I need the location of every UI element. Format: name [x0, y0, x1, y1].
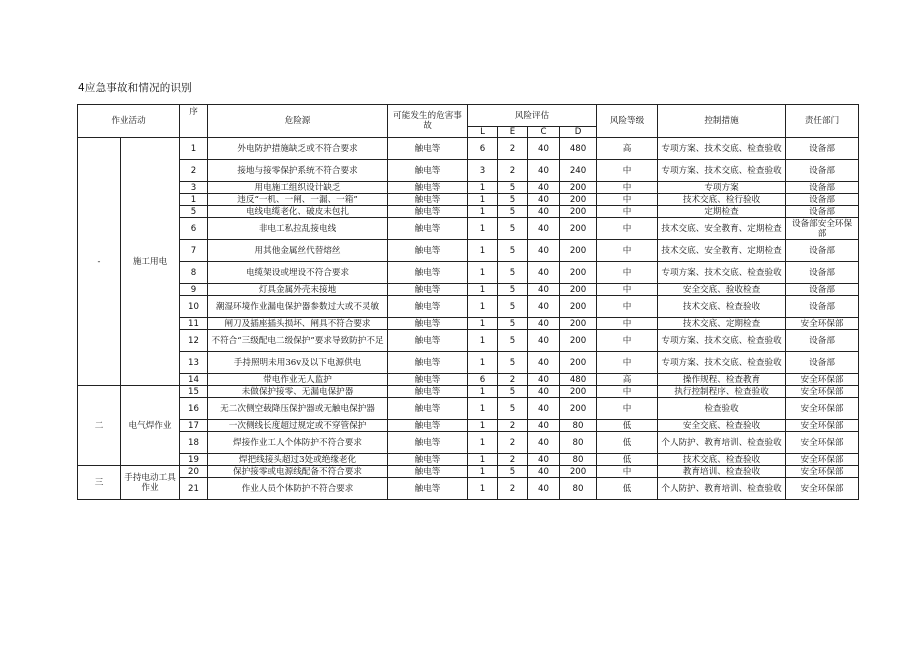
table-row	[78, 466, 859, 478]
cell-c: 40	[528, 194, 560, 206]
cell-d: 200	[560, 352, 597, 374]
cell-e: 2	[498, 138, 528, 160]
cell-e: 5	[498, 182, 528, 194]
cell-seq: 1	[180, 194, 208, 206]
cell-control: 专项方案、技术交底、检查验收	[658, 352, 786, 374]
cell-level: 中	[597, 466, 658, 478]
cell-d: 480	[560, 374, 597, 386]
cell-c: 40	[528, 478, 560, 500]
cell-accident: 触电等	[388, 284, 468, 296]
table-row	[78, 318, 859, 330]
header-hazard: 危险源	[208, 105, 388, 138]
cell-l: 1	[468, 398, 498, 420]
cell-dept: 设备部	[786, 206, 859, 218]
cell-e: 5	[498, 240, 528, 262]
cell-control: 安全交底、检查验收	[658, 420, 786, 432]
cell-control: 专项方案、技术交底、检查验收	[658, 138, 786, 160]
cell-control: 技术交底、检查验收	[658, 454, 786, 466]
cell-dept: 设备部	[786, 284, 859, 296]
cell-seq: 9	[180, 284, 208, 296]
cell-level: 中	[597, 262, 658, 284]
cell-d: 200	[560, 318, 597, 330]
cell-e: 5	[498, 194, 528, 206]
cell-e: 2	[498, 454, 528, 466]
cell-d: 80	[560, 478, 597, 500]
cell-seq: 11	[180, 318, 208, 330]
cell-seq: 13	[180, 352, 208, 374]
cell-e: 5	[498, 318, 528, 330]
cell-level: 低	[597, 454, 658, 466]
cell-seq: 21	[180, 478, 208, 500]
cell-seq: 18	[180, 432, 208, 454]
table-row	[78, 138, 859, 160]
section-number: -	[78, 138, 121, 386]
table-row	[78, 262, 859, 284]
cell-dept: 安全环保部	[786, 432, 859, 454]
header-e: E	[498, 127, 528, 138]
cell-e: 5	[498, 330, 528, 352]
cell-hazard: 电缆架设或埋设不符合要求	[208, 262, 388, 284]
cell-dept: 设备部	[786, 160, 859, 182]
cell-c: 40	[528, 374, 560, 386]
table-row	[78, 206, 859, 218]
cell-level: 中	[597, 160, 658, 182]
cell-seq: 2	[180, 160, 208, 182]
cell-hazard: 带电作业无人监护	[208, 374, 388, 386]
cell-c: 40	[528, 386, 560, 398]
cell-seq: 6	[180, 218, 208, 240]
cell-d: 200	[560, 386, 597, 398]
cell-seq: 7	[180, 240, 208, 262]
cell-seq: 14	[180, 374, 208, 386]
cell-control: 技术交底、安全教育、定期检查	[658, 218, 786, 240]
cell-dept: 设备部	[786, 352, 859, 374]
cell-d: 80	[560, 420, 597, 432]
cell-seq: 15	[180, 386, 208, 398]
cell-e: 5	[498, 466, 528, 478]
table-row	[78, 160, 859, 182]
header-dept: 责任部门	[786, 105, 859, 138]
header-control: 控制措施	[658, 105, 786, 138]
cell-l: 1	[468, 330, 498, 352]
cell-dept: 设备部	[786, 182, 859, 194]
header-row	[78, 105, 859, 127]
cell-d: 200	[560, 330, 597, 352]
cell-d: 200	[560, 240, 597, 262]
cell-l: 1	[468, 420, 498, 432]
cell-accident: 触电等	[388, 262, 468, 284]
cell-accident: 触电等	[388, 398, 468, 420]
cell-control: 检查验收	[658, 398, 786, 420]
header-c: C	[528, 127, 560, 138]
table-row	[78, 374, 859, 386]
cell-dept: 安全环保部	[786, 420, 859, 432]
cell-e: 2	[498, 420, 528, 432]
cell-accident: 触电等	[388, 330, 468, 352]
cell-l: 1	[468, 466, 498, 478]
cell-dept: 安全环保部	[786, 318, 859, 330]
cell-seq: 19	[180, 454, 208, 466]
cell-d: 480	[560, 138, 597, 160]
section-activity-name: 电气焊作业	[121, 386, 180, 466]
cell-accident: 触电等	[388, 296, 468, 318]
cell-c: 40	[528, 284, 560, 296]
cell-level: 高	[597, 138, 658, 160]
cell-c: 40	[528, 330, 560, 352]
cell-d: 200	[560, 466, 597, 478]
cell-c: 40	[528, 206, 560, 218]
cell-accident: 触电等	[388, 206, 468, 218]
table-row	[78, 284, 859, 296]
cell-seq: 10	[180, 296, 208, 318]
cell-accident: 触电等	[388, 318, 468, 330]
section-heading: 4应急事故和情况的识别	[78, 82, 192, 94]
cell-hazard: 接地与接零保护系统不符合要求	[208, 160, 388, 182]
cell-hazard: 焊把线接头超过3处或绝缘老化	[208, 454, 388, 466]
cell-hazard: 闸刀及插座插头损坏、闸具不符合要求	[208, 318, 388, 330]
cell-c: 40	[528, 352, 560, 374]
cell-accident: 触电等	[388, 352, 468, 374]
cell-d: 200	[560, 218, 597, 240]
cell-accident: 触电等	[388, 160, 468, 182]
cell-l: 1	[468, 218, 498, 240]
header-l: L	[468, 127, 498, 138]
cell-control: 技术交底、定期检查	[658, 318, 786, 330]
cell-seq: 3	[180, 182, 208, 194]
cell-dept: 设备部	[786, 330, 859, 352]
cell-c: 40	[528, 454, 560, 466]
cell-d: 80	[560, 432, 597, 454]
cell-dept: 安全环保部	[786, 398, 859, 420]
cell-level: 中	[597, 218, 658, 240]
table-row	[78, 352, 859, 374]
cell-e: 5	[498, 352, 528, 374]
cell-control: 技术交底、安全教育、定期检查	[658, 240, 786, 262]
table-row	[78, 386, 859, 398]
cell-control: 专项方案	[658, 182, 786, 194]
cell-hazard: 电线电缆老化、破皮未包扎	[208, 206, 388, 218]
cell-seq: 12	[180, 330, 208, 352]
cell-c: 40	[528, 218, 560, 240]
cell-l: 1	[468, 194, 498, 206]
cell-hazard: 外电防护措施缺乏或不符合要求	[208, 138, 388, 160]
table-row	[78, 420, 859, 432]
section-activity-name: 施工用电	[121, 138, 180, 386]
cell-level: 低	[597, 478, 658, 500]
cell-d: 200	[560, 194, 597, 206]
cell-dept: 设备部	[786, 296, 859, 318]
cell-accident: 触电等	[388, 218, 468, 240]
cell-e: 2	[498, 374, 528, 386]
cell-dept: 设备部	[786, 138, 859, 160]
cell-l: 6	[468, 138, 498, 160]
cell-control: 专项方案、技术交底、检查验收	[658, 262, 786, 284]
table-row	[78, 240, 859, 262]
cell-accident: 触电等	[388, 420, 468, 432]
cell-control: 执行控制程序、检查验收	[658, 386, 786, 398]
cell-level: 中	[597, 386, 658, 398]
cell-l: 1	[468, 352, 498, 374]
cell-dept: 设备部	[786, 262, 859, 284]
cell-e: 2	[498, 432, 528, 454]
cell-hazard: 一次侧线长度超过规定或不穿管保护	[208, 420, 388, 432]
cell-l: 1	[468, 284, 498, 296]
cell-hazard: 违反“一机、一闸、一漏、一箱”	[208, 194, 388, 206]
section-number: 三	[78, 466, 121, 500]
cell-seq: 16	[180, 398, 208, 420]
cell-dept: 安全环保部	[786, 374, 859, 386]
cell-hazard: 无二次侧空载降压保护器或无触电保护器	[208, 398, 388, 420]
cell-accident: 触电等	[388, 138, 468, 160]
cell-e: 2	[498, 160, 528, 182]
cell-d: 200	[560, 296, 597, 318]
cell-control: 定期检查	[658, 206, 786, 218]
risk-identification-table	[77, 104, 859, 500]
cell-hazard: 非电工私拉乱接电线	[208, 218, 388, 240]
cell-level: 高	[597, 374, 658, 386]
cell-accident: 触电等	[388, 454, 468, 466]
cell-control: 技术交底、检行验收	[658, 194, 786, 206]
cell-l: 1	[468, 318, 498, 330]
cell-seq: 20	[180, 466, 208, 478]
cell-c: 40	[528, 182, 560, 194]
header-level: 风险等级	[597, 105, 658, 138]
cell-level: 低	[597, 420, 658, 432]
cell-e: 5	[498, 218, 528, 240]
cell-dept: 安全环保部	[786, 478, 859, 500]
cell-l: 1	[468, 386, 498, 398]
cell-dept: 设备部	[786, 194, 859, 206]
cell-level: 中	[597, 182, 658, 194]
header-activity: 作业活动	[78, 105, 180, 138]
cell-c: 40	[528, 296, 560, 318]
cell-control: 教育培训、检查验收	[658, 466, 786, 478]
cell-e: 5	[498, 206, 528, 218]
cell-level: 中	[597, 240, 658, 262]
cell-level: 中	[597, 352, 658, 374]
cell-accident: 触电等	[388, 478, 468, 500]
cell-level: 中	[597, 194, 658, 206]
cell-level: 中	[597, 296, 658, 318]
cell-level: 中	[597, 284, 658, 296]
cell-e: 5	[498, 284, 528, 296]
table-row	[78, 398, 859, 420]
cell-accident: 触电等	[388, 466, 468, 478]
cell-control: 专项方案、技术交底、检查验收	[658, 160, 786, 182]
cell-hazard: 潮湿环境作业漏电保护器参数过大或不灵敏	[208, 296, 388, 318]
cell-dept: 安全环保部	[786, 454, 859, 466]
cell-dept: 安全环保部	[786, 466, 859, 478]
cell-hazard: 手持照明未用36v及以下电源供电	[208, 352, 388, 374]
cell-l: 1	[468, 432, 498, 454]
cell-l: 1	[468, 454, 498, 466]
cell-accident: 触电等	[388, 182, 468, 194]
table-row	[78, 194, 859, 206]
cell-d: 200	[560, 284, 597, 296]
cell-l: 1	[468, 240, 498, 262]
cell-e: 2	[498, 478, 528, 500]
cell-hazard: 用其他金属丝代替熔丝	[208, 240, 388, 262]
table-row	[78, 296, 859, 318]
table-row	[78, 218, 859, 240]
cell-hazard: 焊接作业工人个体防护不符合要求	[208, 432, 388, 454]
cell-level: 中	[597, 398, 658, 420]
cell-seq: 5	[180, 206, 208, 218]
cell-d: 240	[560, 160, 597, 182]
cell-accident: 触电等	[388, 432, 468, 454]
cell-hazard: 保护接零或电源线配备不符合要求	[208, 466, 388, 478]
table-row	[78, 478, 859, 500]
cell-c: 40	[528, 420, 560, 432]
cell-control: 安全交底、验收检查	[658, 284, 786, 296]
cell-hazard: 灯具金属外壳未接地	[208, 284, 388, 296]
cell-seq: 8	[180, 262, 208, 284]
cell-control: 操作规程、检查教育	[658, 374, 786, 386]
cell-d: 80	[560, 454, 597, 466]
cell-dept: 设备部安全环保部	[786, 218, 859, 240]
cell-e: 5	[498, 398, 528, 420]
cell-hazard: 作业人员个体防护不符合要求	[208, 478, 388, 500]
cell-c: 40	[528, 432, 560, 454]
cell-hazard: 用电施工组织设计缺乏	[208, 182, 388, 194]
table-row	[78, 432, 859, 454]
cell-hazard: 不符合“三级配电二级保护”要求导致防护不足	[208, 330, 388, 352]
cell-control: 专项方案、技术交底、检查验收	[658, 330, 786, 352]
cell-l: 1	[468, 478, 498, 500]
cell-e: 5	[498, 262, 528, 284]
cell-accident: 触电等	[388, 386, 468, 398]
cell-control: 个人防护、教育培训、检查验收	[658, 478, 786, 500]
cell-d: 200	[560, 182, 597, 194]
cell-accident: 触电等	[388, 240, 468, 262]
cell-dept: 设备部	[786, 240, 859, 262]
cell-e: 5	[498, 386, 528, 398]
cell-l: 1	[468, 182, 498, 194]
cell-level: 中	[597, 206, 658, 218]
cell-level: 中	[597, 318, 658, 330]
cell-accident: 触电等	[388, 194, 468, 206]
section-number: 二	[78, 386, 121, 466]
table-row	[78, 454, 859, 466]
cell-level: 中	[597, 330, 658, 352]
header-risk-eval: 风险评估	[468, 105, 597, 127]
cell-hazard: 未做保护接零、无漏电保护器	[208, 386, 388, 398]
cell-c: 40	[528, 466, 560, 478]
cell-seq: 17	[180, 420, 208, 432]
header-accident: 可能发生的危害事故	[388, 105, 468, 138]
cell-e: 5	[498, 296, 528, 318]
cell-accident: 触电等	[388, 374, 468, 386]
section-activity-name: 手持电动工具作业	[121, 466, 180, 500]
cell-l: 1	[468, 296, 498, 318]
cell-c: 40	[528, 398, 560, 420]
cell-level: 低	[597, 432, 658, 454]
cell-c: 40	[528, 138, 560, 160]
cell-control: 个人防护、教育培训、检查验收	[658, 432, 786, 454]
cell-c: 40	[528, 318, 560, 330]
table-row	[78, 330, 859, 352]
cell-c: 40	[528, 262, 560, 284]
cell-c: 40	[528, 160, 560, 182]
cell-seq: 1	[180, 138, 208, 160]
cell-d: 200	[560, 262, 597, 284]
cell-l: 1	[468, 262, 498, 284]
cell-l: 1	[468, 206, 498, 218]
cell-d: 200	[560, 206, 597, 218]
cell-dept: 安全环保部	[786, 386, 859, 398]
cell-c: 40	[528, 240, 560, 262]
cell-d: 200	[560, 398, 597, 420]
header-d: D	[560, 127, 597, 138]
cell-control: 技术交底、检查验收	[658, 296, 786, 318]
cell-l: 3	[468, 160, 498, 182]
header-seq: 序	[180, 105, 208, 138]
cell-l: 6	[468, 374, 498, 386]
table-row	[78, 182, 859, 194]
